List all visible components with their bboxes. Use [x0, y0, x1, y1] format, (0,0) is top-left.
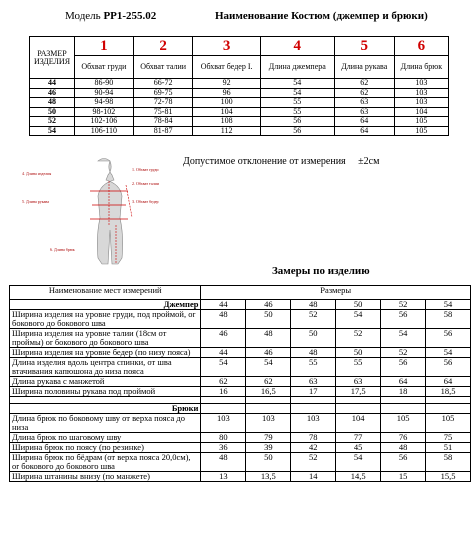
measurement-row — [10, 310, 471, 329]
size-header-cell — [246, 404, 291, 414]
figure-label: 2. Обхват талии — [132, 181, 159, 186]
measurement-value: 54 — [381, 329, 426, 348]
measurement-value: 18 — [381, 387, 426, 397]
measurement-value: 54 — [336, 310, 381, 329]
section-row — [10, 404, 471, 414]
measurement-value: 55 — [336, 358, 381, 377]
measurement-label: Ширина брюк по бёдрам (от верха пояса 20,0см), оr бокового до бокового шва — [10, 453, 201, 472]
col-number: 5 — [334, 37, 394, 56]
size-header-cell: 46 — [246, 300, 291, 310]
measurements-title: Замеры по изделию — [272, 265, 370, 277]
measurement-value: 58 — [426, 453, 471, 472]
size-value-cell: 103 — [394, 88, 448, 98]
section-label: Брюки — [10, 404, 201, 414]
figure-label: 4. Длина изделия — [22, 171, 52, 176]
model-label: Модель — [65, 10, 101, 22]
measurement-value: 15 — [381, 472, 426, 482]
size-cell: 46 — [30, 88, 75, 98]
size-value-cell: 103 — [394, 98, 448, 108]
size-chart-table — [29, 36, 449, 136]
measurement-value: 48 — [201, 453, 246, 472]
measurement-value: 54 — [246, 358, 291, 377]
size-header-cell: 44 — [201, 300, 246, 310]
size-value-cell: 98-102 — [75, 107, 134, 117]
measurement-row — [10, 329, 471, 348]
measurement-value: 36 — [201, 443, 246, 453]
size-value-cell: 72-78 — [133, 98, 193, 108]
section-row — [10, 300, 471, 310]
col-header: Длина брюк — [394, 56, 448, 79]
measurement-value: 16,5 — [246, 387, 291, 397]
size-header-cell: 48 — [291, 300, 336, 310]
measurement-label: Длина брюк по боковому шву от верха пояса до низа — [10, 414, 201, 433]
measurement-value: 104 — [336, 414, 381, 433]
measurement-value: 50 — [336, 348, 381, 358]
measurement-value: 52 — [291, 310, 336, 329]
measurement-value: 80 — [201, 433, 246, 443]
size-header-cell — [426, 404, 471, 414]
measurement-label: Ширина половины рукава под проймой — [10, 387, 201, 397]
measurement-row — [10, 433, 471, 443]
silhouette-icon — [97, 159, 122, 265]
size-value-cell: 63 — [334, 98, 394, 108]
size-header-cell — [291, 404, 336, 414]
size-value-cell: 64 — [334, 126, 394, 136]
size-row — [30, 79, 449, 89]
measurement-value: 55 — [291, 358, 336, 377]
col-number: 2 — [133, 37, 193, 56]
measurement-value: 48 — [381, 443, 426, 453]
size-corner: РАЗМЕР ИЗДЕЛИЯ — [30, 37, 75, 79]
measurement-value: 56 — [381, 453, 426, 472]
size-value-cell: 54 — [260, 88, 334, 98]
measurement-value: 48 — [291, 348, 336, 358]
measurement-label: Ширина изделия на уровне бедер (по низу пояса) — [10, 348, 201, 358]
measurement-value: 103 — [201, 414, 246, 433]
measurement-row — [10, 443, 471, 453]
size-value-cell: 96 — [193, 88, 260, 98]
size-header-cell: 54 — [426, 300, 471, 310]
size-value-cell: 108 — [193, 117, 260, 127]
size-value-cell: 75-81 — [133, 107, 193, 117]
measurement-value: 16 — [201, 387, 246, 397]
col-header: Длина рукава — [334, 56, 394, 79]
measurements-table — [9, 285, 471, 482]
measurement-value: 75 — [426, 433, 471, 443]
measurement-value: 54 — [426, 348, 471, 358]
measurement-label: Длина изделия вдоль центра спинки, от шва втачивания капюшона до низа пояса — [10, 358, 201, 377]
measurement-value: 17 — [291, 387, 336, 397]
measurement-value: 45 — [336, 443, 381, 453]
col-number: 3 — [193, 37, 260, 56]
measurement-label: Длина брюк по шаговому шву — [10, 433, 201, 443]
figure-label: 1. Обхват груди — [132, 167, 159, 172]
col-header: Обхват талии — [133, 56, 193, 79]
measurement-value: 64 — [381, 377, 426, 387]
col-number: 6 — [394, 37, 448, 56]
measurement-value: 62 — [201, 377, 246, 387]
size-value-cell: 105 — [394, 117, 448, 127]
measurement-value: 44 — [201, 348, 246, 358]
size-row — [30, 98, 449, 108]
measure-col-header: Наименование мест измерений — [10, 286, 201, 300]
col-number: 1 — [75, 37, 134, 56]
size-value-cell: 86-90 — [75, 79, 134, 89]
measurement-label: Длина рукава с манжетой — [10, 377, 201, 387]
measurement-value: 62 — [246, 377, 291, 387]
size-value-cell: 64 — [334, 117, 394, 127]
measurement-value: 103 — [291, 414, 336, 433]
size-value-cell: 55 — [260, 98, 334, 108]
measurement-row — [10, 348, 471, 358]
measurement-value: 18,5 — [426, 387, 471, 397]
measurement-label: Ширина изделия на уровне талии (18см от проймы) оr бокового до бокового шва — [10, 329, 201, 348]
measurement-value: 14,5 — [336, 472, 381, 482]
measurement-value: 48 — [246, 329, 291, 348]
size-value-cell: 104 — [394, 107, 448, 117]
model-code: PP1-255.02 — [103, 10, 157, 22]
size-value-cell: 90-94 — [75, 88, 134, 98]
size-header-cell: 52 — [381, 300, 426, 310]
measurement-value: 52 — [336, 329, 381, 348]
measurement-value: 56 — [426, 358, 471, 377]
measurement-value: 56 — [426, 329, 471, 348]
measurement-row — [10, 377, 471, 387]
size-cell: 52 — [30, 117, 75, 127]
measurement-label: Ширина брюк по поясу (по резинке) — [10, 443, 201, 453]
measurement-value: 50 — [291, 329, 336, 348]
figure-label: 5. Длина рукава — [22, 199, 49, 204]
size-value-cell: 104 — [193, 107, 260, 117]
measurement-value: 58 — [426, 310, 471, 329]
size-value-cell: 66-72 — [133, 79, 193, 89]
size-value-cell: 78-84 — [133, 117, 193, 127]
size-value-cell: 100 — [193, 98, 260, 108]
size-value-cell: 62 — [334, 88, 394, 98]
size-value-cell: 54 — [260, 79, 334, 89]
product-name: Наименование Костюм (джемпер и брюки) — [215, 10, 428, 22]
tolerance-text: Допустимое отклонение от измерения — [183, 156, 346, 167]
size-value-cell: 56 — [260, 117, 334, 127]
size-value-cell: 56 — [260, 126, 334, 136]
measurement-value: 13,5 — [246, 472, 291, 482]
measurement-value: 50 — [246, 310, 291, 329]
measurement-value: 54 — [201, 358, 246, 377]
size-value-cell: 81-87 — [133, 126, 193, 136]
measurement-value: 63 — [336, 377, 381, 387]
model-title — [65, 10, 156, 22]
size-value-cell: 106-110 — [75, 126, 134, 136]
size-value-cell: 94-98 — [75, 98, 134, 108]
measurement-value: 103 — [246, 414, 291, 433]
size-header-cell — [336, 404, 381, 414]
measurement-value: 79 — [246, 433, 291, 443]
size-cell: 54 — [30, 126, 75, 136]
measurement-label: Ширина штанины внизу (по манжете) — [10, 472, 201, 482]
measurement-row — [10, 358, 471, 377]
size-value-cell: 63 — [334, 107, 394, 117]
measurement-value: 78 — [291, 433, 336, 443]
measurement-row — [10, 472, 471, 482]
measurement-value: 105 — [381, 414, 426, 433]
size-value-cell: 62 — [334, 79, 394, 89]
size-cell: 48 — [30, 98, 75, 108]
size-cell: 44 — [30, 79, 75, 89]
size-value-cell: 103 — [394, 79, 448, 89]
col-header: Обхват бедер I. — [193, 56, 260, 79]
measurement-value: 39 — [246, 443, 291, 453]
size-row — [30, 88, 449, 98]
measurement-value: 51 — [426, 443, 471, 453]
col-header: Обхват груди — [75, 56, 134, 79]
measurement-value: 13 — [201, 472, 246, 482]
measurement-row — [10, 387, 471, 397]
tolerance-value: ±2см — [358, 156, 380, 167]
measurement-value: 15,5 — [426, 472, 471, 482]
measurement-value: 42 — [291, 443, 336, 453]
section-label: Джемпер — [10, 300, 201, 310]
col-number: 4 — [260, 37, 334, 56]
tolerance-note — [183, 156, 379, 167]
measurement-row — [10, 453, 471, 472]
measurement-value: 56 — [381, 358, 426, 377]
measurement-value: 50 — [246, 453, 291, 472]
col-header: Длина джемпера — [260, 56, 334, 79]
measurement-value: 105 — [426, 414, 471, 433]
size-value-cell: 102-106 — [75, 117, 134, 127]
size-value-cell: 69-75 — [133, 88, 193, 98]
size-row — [30, 107, 449, 117]
measurement-value: 56 — [381, 310, 426, 329]
size-row — [30, 126, 449, 136]
size-header-cell: 50 — [336, 300, 381, 310]
size-value-cell: 55 — [260, 107, 334, 117]
figure-label: 6. Длина брюк — [50, 247, 75, 252]
sizes-header: Размеры — [201, 286, 471, 296]
measurement-value: 64 — [426, 377, 471, 387]
figure-label: 3. Обхват бедер — [132, 199, 159, 204]
size-header-cell — [381, 404, 426, 414]
size-value-cell: 112 — [193, 126, 260, 136]
body-measurement-figure — [20, 155, 198, 265]
size-row — [30, 117, 449, 127]
measurement-value: 46 — [246, 348, 291, 358]
measurement-value: 63 — [291, 377, 336, 387]
measurement-label: Ширина изделия на уровне груди, под проймой, оr бокового до бокового шва — [10, 310, 201, 329]
measurement-value: 17,5 — [336, 387, 381, 397]
measurement-value: 48 — [201, 310, 246, 329]
size-header-cell — [201, 404, 246, 414]
measurement-value: 52 — [291, 453, 336, 472]
size-value-cell: 92 — [193, 79, 260, 89]
measurement-row — [10, 414, 471, 433]
size-cell: 50 — [30, 107, 75, 117]
spacer-row — [10, 397, 471, 404]
measurement-value: 14 — [291, 472, 336, 482]
measurement-value: 54 — [336, 453, 381, 472]
measurement-value: 76 — [381, 433, 426, 443]
size-value-cell: 105 — [394, 126, 448, 136]
measurement-value: 46 — [201, 329, 246, 348]
measurement-value: 52 — [381, 348, 426, 358]
measurement-value: 77 — [336, 433, 381, 443]
